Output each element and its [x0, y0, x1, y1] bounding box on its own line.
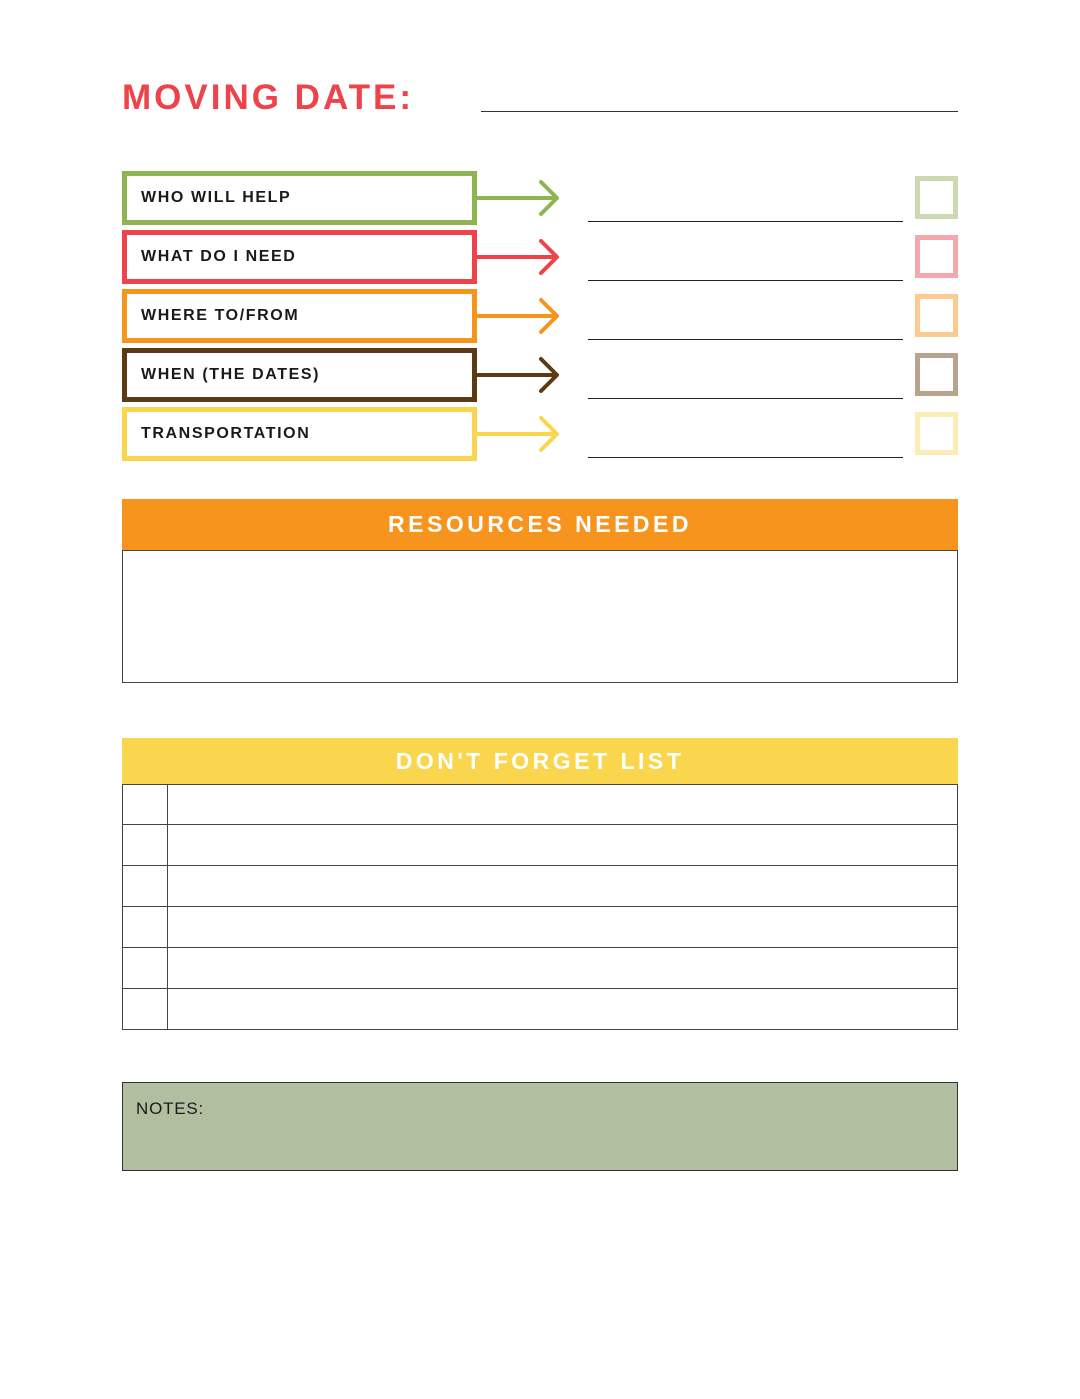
dont-forget-checkbox-cell[interactable]: [123, 907, 168, 947]
arrow-right-icon: [477, 357, 561, 393]
dont-forget-row[interactable]: [122, 784, 958, 825]
dont-forget-row[interactable]: [122, 907, 958, 948]
plan-checkbox[interactable]: [915, 412, 958, 455]
notes-label: NOTES:: [136, 1099, 205, 1118]
dont-forget-checkbox-cell[interactable]: [123, 866, 168, 906]
plan-row: [122, 407, 958, 461]
plan-row: [122, 230, 958, 284]
moving-date-title: MOVING DATE:: [122, 78, 415, 117]
moving-date-field[interactable]: [481, 111, 958, 112]
plan-label-box: [122, 407, 477, 461]
plan-label: WHO WILL HELP: [141, 189, 292, 206]
plan-label-box: [122, 289, 477, 343]
plan-checkbox[interactable]: [915, 353, 958, 396]
resources-field[interactable]: [122, 550, 958, 683]
plan-row: [122, 289, 958, 343]
dont-forget-checkbox-cell[interactable]: [123, 948, 168, 988]
plan-label-box: [122, 171, 477, 225]
plan-label: TRANSPORTATION: [141, 425, 311, 442]
resources-header: RESOURCES NEEDED: [122, 499, 958, 550]
dont-forget-list: [122, 784, 958, 1030]
plan-label-box: [122, 230, 477, 284]
plan-checkbox[interactable]: [915, 176, 958, 219]
dont-forget-checkbox-cell[interactable]: [123, 825, 168, 865]
arrow-right-icon: [477, 298, 561, 334]
dont-forget-row[interactable]: [122, 866, 958, 907]
dont-forget-row[interactable]: [122, 948, 958, 989]
dont-forget-row[interactable]: [122, 825, 958, 866]
dont-forget-row[interactable]: [122, 989, 958, 1030]
plan-checkbox[interactable]: [915, 235, 958, 278]
arrow-right-icon: [477, 239, 561, 275]
plan-answer-field[interactable]: [588, 339, 903, 340]
plan-label: WHEN (THE DATES): [141, 366, 321, 383]
plan-label: WHERE TO/FROM: [141, 307, 300, 324]
arrow-right-icon: [477, 180, 561, 216]
plan-answer-field[interactable]: [588, 221, 903, 222]
plan-answer-field[interactable]: [588, 398, 903, 399]
dont-forget-checkbox-cell[interactable]: [123, 989, 168, 1029]
plan-label-box: [122, 348, 477, 402]
plan-row: [122, 348, 958, 402]
arrow-right-icon: [477, 416, 561, 452]
plan-answer-field[interactable]: [588, 457, 903, 458]
dont-forget-header: DON'T FORGET LIST: [122, 738, 958, 784]
notes-field[interactable]: [122, 1082, 958, 1171]
plan-label: WHAT DO I NEED: [141, 248, 297, 265]
plan-answer-field[interactable]: [588, 280, 903, 281]
plan-checkbox[interactable]: [915, 294, 958, 337]
dont-forget-checkbox-cell[interactable]: [123, 785, 168, 824]
plan-row: [122, 171, 958, 225]
